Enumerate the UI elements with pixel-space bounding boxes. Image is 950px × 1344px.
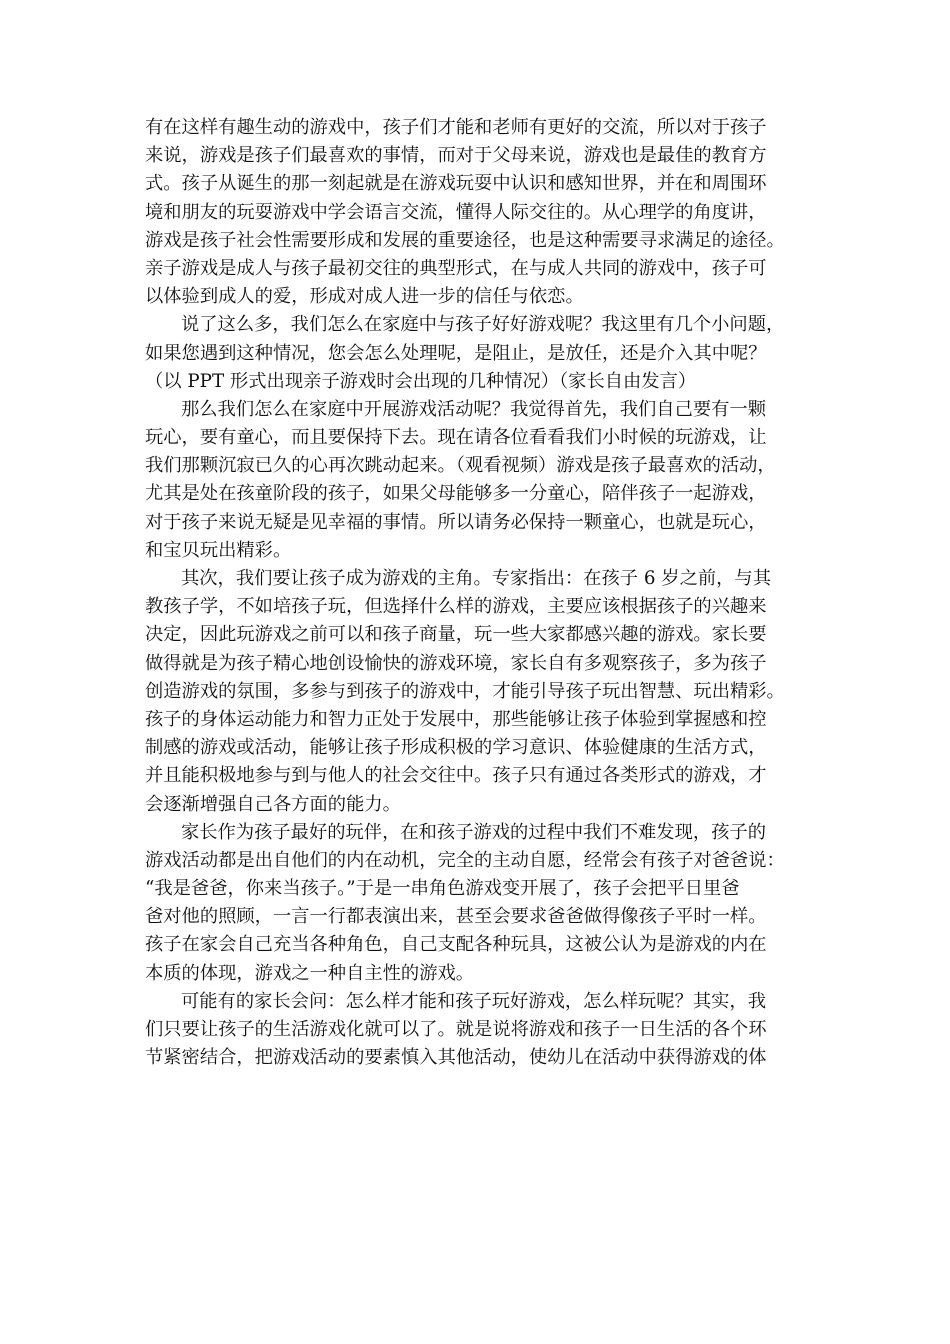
text-line: 如果您遇到这种情况，您会怎么处理呢，是阻止，是放任，还是介入其中呢？ [145, 342, 767, 364]
text-line: 其次，我们要让孩子成为游戏的主角。专家指出：在孩子 6 岁之前，与其 [181, 568, 771, 589]
text-line: 家长作为孩子最好的玩伴，在和孩子游戏的过程中我们不难发现，孩子的 [181, 821, 766, 843]
text-line: 说了这么多，我们怎么在家庭中与孩子好好游戏呢？我这里有几个小问题， [181, 314, 785, 336]
text-line: 那么我们怎么在家庭中开展游戏活动呢？我觉得首先，我们自己要有一颗 [181, 398, 766, 420]
text-line: 并且能积极地参与到与他人的社会交往中。孩子只有通过各类形式的游戏，才 [145, 765, 767, 787]
paragraph [145, 819, 810, 988]
text-line: 孩子的身体运动能力和智力正处于发展中，那些能够让孩子体验到掌握感和控 [145, 708, 767, 730]
text-line: 爸对他的照顾，一言一行都表演出来，甚至会要求爸爸做得像孩子平时一样。 [145, 906, 767, 928]
paragraph [145, 396, 810, 565]
text-line: 尤其是处在孩童阶段的孩子，如果父母能够多一分童心，陪伴孩子一起游戏， [145, 483, 767, 505]
text-line: 游戏是孩子社会性需要形成和发展的重要途径，也是这种需要寻求满足的途径。 [145, 229, 785, 251]
text-line: 节紧密结合，把游戏活动的要素慎入其他活动，使幼儿在活动中获得游戏的体 [145, 1047, 767, 1069]
text-line: 式。孩子从诞生的那一刻起就是在游戏玩耍中认识和感知世界，并在和周围环 [145, 173, 767, 195]
text-line: 制感的游戏或活动，能够让孩子形成积极的学习意识、体验健康的生活方式， [145, 737, 767, 759]
text-line: 做得就是为孩子精心地创设愉快的游戏环境，家长自有多观察孩子，多为孩子 [145, 652, 767, 674]
text-line: 们只要让孩子的生活游戏化就可以了。就是说将游戏和孩子一日生活的各个环 [145, 1019, 767, 1040]
paragraph [145, 565, 810, 819]
text-line: 有在这样有趣生动的游戏中，孩子们才能和老师有更好的交流，所以对于孩子 [145, 117, 767, 138]
text-line: 教孩子学，不如培孩子玩，但选择什么样的游戏，主要应该根据孩子的兴趣来 [145, 596, 767, 618]
paragraph [145, 311, 810, 396]
text-line: 亲子游戏是成人与孩子最初交往的典型形式，在与成人共同的游戏中，孩子可 [145, 257, 767, 279]
text-line: 以体验到成人的爱，形成对成人进一步的信任与依恋。 [145, 286, 584, 308]
text-line: 决定，因此玩游戏之前可以和孩子商量，玩一些大家都感兴趣的游戏。家长要 [145, 624, 767, 646]
text-line: （以 PPT 形式出现亲子游戏时会出现的几种情况）（家长自由发言） [145, 370, 697, 392]
text-line: 来说，游戏是孩子们最喜欢的事情，而对于父母来说，游戏也是最佳的教育方 [145, 145, 767, 167]
text-line: 会逐渐增强自己各方面的能力。 [145, 793, 401, 815]
text-line: 可能有的家长会问：怎么样才能和孩子玩好游戏，怎么样玩呢？其实，我 [181, 990, 766, 1012]
text-line: 对于孩子来说无疑是见幸福的事情。所以请务必保持一颗童心，也就是玩心， [145, 511, 767, 533]
text-line: 本质的体现，游戏之一种自主性的游戏。 [145, 962, 475, 984]
text-line: 境和朋友的玩耍游戏中学会语言交流，懂得人际交往的。从心理学的角度讲， [145, 201, 767, 223]
paragraph [145, 114, 810, 311]
text-line: 创造游戏的氛围，多参与到孩子的游戏中，才能引导孩子玩出智慧、玩出精彩。 [145, 680, 785, 702]
text-line: 我们那颗沉寂已久的心再次跳动起来。（观看视频）游戏是孩子最喜欢的活动， [145, 455, 776, 477]
text-line: 游戏活动都是出自他们的内在动机，完全的主动自愿，经常会有孩子对爸爸说： [145, 849, 785, 871]
text-line: 孩子在家会自己充当各种角色，自己支配各种玩具，这被公认为是游戏的内在 [145, 934, 767, 956]
text-line: 和宝贝玩出精彩。 [145, 539, 292, 561]
text-line: “我是爸爸，你来当孩子。”于是一串角色游戏变开展了，孩子会把平日里爸 [145, 878, 740, 900]
paragraph [145, 988, 810, 1073]
document-body [145, 114, 810, 1072]
text-line: 玩心，要有童心，而且要保持下去。现在请各位看看我们小时候的玩游戏，让 [145, 427, 767, 449]
